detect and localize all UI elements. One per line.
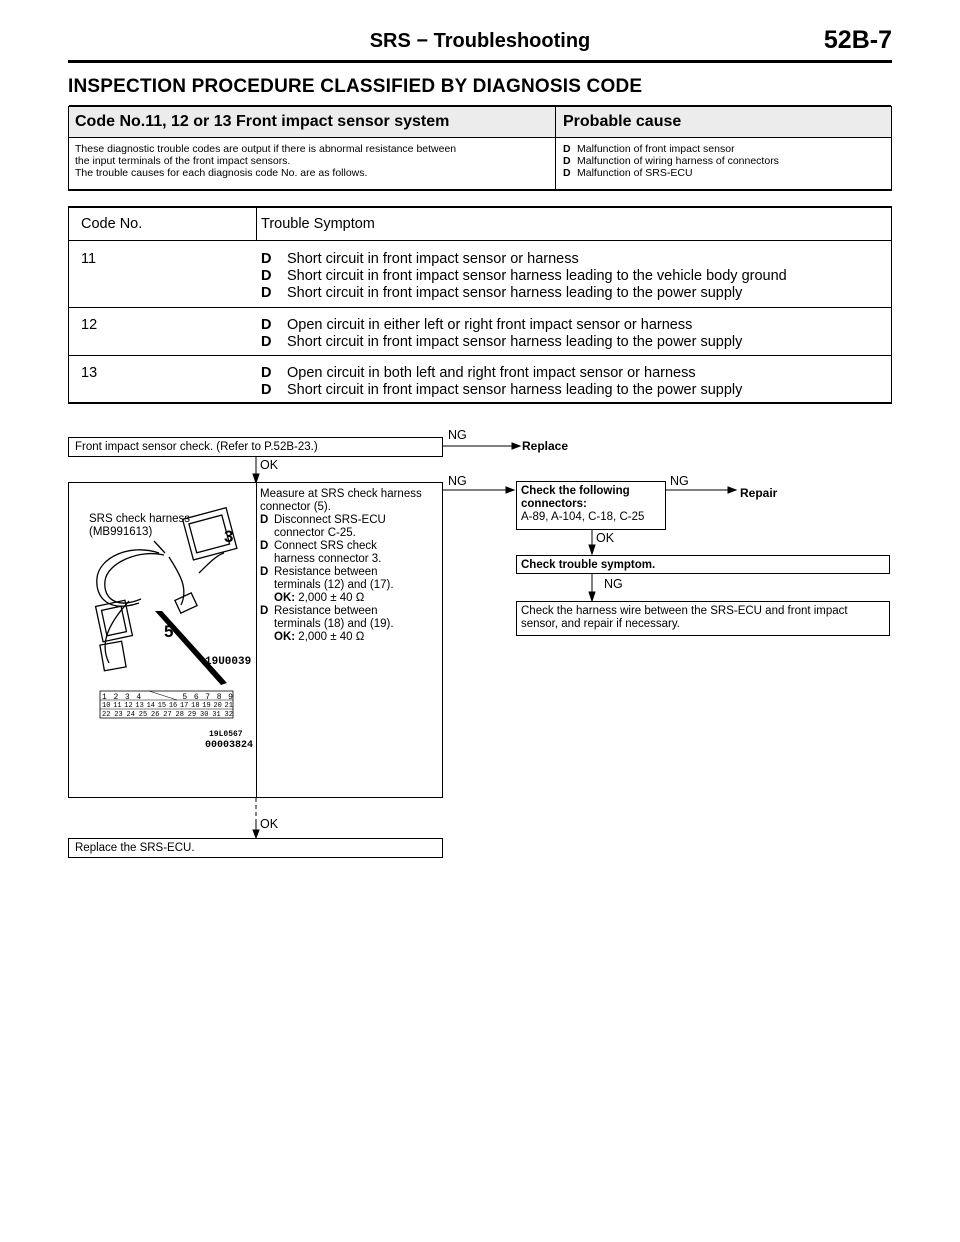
pin-number: 15 [157, 702, 167, 710]
check-connectors-list: A-89, A-104, C-18, C-25 [521, 511, 645, 523]
pin-number: 2 [113, 693, 119, 702]
cause-text: Malfunction of front impact sensor [577, 143, 735, 155]
repair-result: Repair [740, 486, 778, 500]
check-connectors-title: Check the following connectors: [521, 485, 630, 510]
bullet-mark: D [563, 143, 571, 155]
pin-number: 32 [224, 711, 233, 719]
pin-number: 16 [168, 702, 178, 710]
symptom-text: Open circuit in both left and right front impact sensor or harness [287, 365, 696, 381]
ng-label: NG [448, 474, 467, 488]
replace-result: Replace [522, 439, 569, 453]
code-cell: 13 [81, 365, 98, 381]
code-cell: 11 [81, 251, 97, 267]
bullet-mark: D [260, 566, 269, 578]
ok-spec-label: OK: [274, 592, 296, 604]
symptom-text: Short circuit in front impact sensor harness leading to the vehicle body ground [287, 268, 787, 284]
pin-number: 10 [102, 702, 111, 710]
pin-number: 24 [126, 711, 135, 719]
code-cell: 12 [81, 317, 98, 333]
pin-number: 13 [135, 702, 144, 710]
measure-item-text: terminals (18) and (19). [274, 618, 394, 630]
arrow-right-icon [728, 487, 736, 493]
symptom-text: Short circuit in front impact sensor harness leading to the power supply [287, 382, 743, 398]
bullet-mark: D [261, 365, 272, 381]
pin-number: 26 [151, 711, 160, 719]
pin-number: 27 [163, 711, 172, 719]
measure-item-text: harness connector 3. [274, 553, 382, 565]
measure-item-text: terminals (12) and (17). [274, 579, 394, 591]
step-check-connectors [516, 481, 666, 530]
ng-label: NG [670, 474, 689, 488]
pin-number: 12 [124, 702, 133, 710]
measure-item-text: Resistance between [274, 605, 378, 617]
pin-number: 20 [213, 702, 222, 710]
page-header-title: SRS − Troubleshooting [369, 30, 591, 52]
bullet-mark: D [261, 285, 272, 301]
arrow-right-icon [506, 487, 514, 493]
bullet-mark: D [260, 514, 269, 526]
section-title: INSPECTION PROCEDURE CLASSIFIED BY DIAGNOSIS CODE [68, 76, 643, 97]
cause-text: Malfunction of SRS-ECU [577, 167, 693, 179]
pin-number: 25 [138, 711, 148, 719]
symptom-text: Short circuit in front impact sensor or harness [287, 251, 579, 267]
arrow-down-icon [589, 545, 595, 554]
ng-label: NG [604, 577, 623, 591]
measure-line: connector (5). [260, 501, 331, 513]
pin-number: 22 [102, 711, 111, 719]
pin-number: 23 [114, 711, 123, 719]
measure-step-box [68, 482, 443, 798]
harness-cable [199, 553, 224, 573]
callout-3-label: 3 [224, 527, 234, 546]
pin-number: 6 [193, 693, 199, 702]
step-replace-srs-ecu [68, 838, 443, 858]
ok-spec-value: 2,000 ± 40 Ω [298, 631, 365, 643]
arrow-down-icon [589, 592, 595, 601]
pin-number: 19 [202, 702, 211, 710]
ok-spec [274, 631, 394, 644]
measure-item-text: Disconnect SRS-ECU [274, 514, 386, 526]
bullet-mark: D [260, 540, 269, 552]
measure-item [260, 605, 442, 644]
step-check-harness-wire [516, 601, 890, 636]
symptom-text: Short circuit in front impact sensor harness leading to the power supply [287, 285, 743, 301]
bullet-mark: D [261, 268, 272, 284]
description-line: These diagnostic trouble codes are output if there is abnormal resistance between [75, 143, 457, 155]
step-text: Replace the SRS-ECU. [75, 842, 195, 854]
ok-label: OK [260, 817, 279, 831]
description-line: the input terminals of the front impact sensors. [75, 155, 291, 167]
bullet-mark: D [261, 317, 272, 333]
small-connector [100, 641, 126, 670]
harness-name: SRS check harness [89, 513, 190, 525]
measure-item-text: Connect SRS check [274, 540, 377, 552]
step-text: Check trouble symptom. [521, 559, 656, 571]
pin-number: 21 [224, 702, 233, 710]
step-text-line: Check the harness wire between the SRS-ECU and front impact [521, 605, 848, 617]
cause-text: Malfunction of wiring harness of connectors [577, 155, 779, 167]
bullet-mark: D [260, 605, 269, 617]
harness-figure [69, 483, 256, 797]
figure-code: 00003824 [205, 740, 254, 751]
pin-number: 9 [228, 693, 233, 702]
ok-spec-label: OK: [274, 631, 296, 643]
ng-label: NG [448, 428, 467, 442]
measure-line: Measure at SRS check harness [260, 488, 422, 500]
arrow-right-icon [512, 443, 520, 449]
leader-line [154, 541, 165, 553]
bullet-mark: D [261, 334, 272, 350]
bullet-mark: D [563, 167, 571, 179]
pin-number: 31 [212, 711, 221, 719]
pin-number: 17 [179, 702, 189, 710]
bullet-mark: D [261, 251, 272, 267]
pin-number: 7 [205, 693, 211, 702]
box-divider [256, 483, 257, 798]
ok-label: OK [260, 458, 279, 472]
pin-number: 29 [187, 711, 197, 719]
measure-item-text: Resistance between [274, 566, 378, 578]
measure-instructions [260, 488, 442, 644]
measure-item [260, 540, 442, 566]
measure-item [260, 514, 442, 540]
harness-cable [105, 554, 164, 603]
step-text: Front impact sensor check. (Refer to P.52B-23.) [75, 441, 318, 453]
symptom-text: Open circuit in either left or right front impact sensor or harness [287, 317, 693, 333]
pin-number: 4 [136, 693, 142, 702]
measure-item-text: connector C-25. [274, 527, 356, 539]
ok-label: OK [596, 531, 615, 545]
harness-part-number: (MB991613) [89, 526, 153, 538]
symptom-header: Trouble Symptom [261, 216, 375, 232]
page-number: 52B-7 [823, 26, 892, 54]
code-header: Code No. [81, 216, 143, 232]
probable-cause-header: Probable cause [563, 113, 682, 130]
system-header: Code No.11, 12 or 13 Front impact sensor system [75, 113, 450, 130]
pin-number: 28 [175, 711, 184, 719]
bullet-mark: D [261, 382, 272, 398]
arrow-down-icon [253, 830, 259, 838]
small-connector [175, 593, 197, 613]
description-line: The trouble causes for each diagnosis code No. are as follows. [75, 167, 368, 179]
step-text-line: sensor, and repair if necessary. [521, 618, 680, 630]
step-front-impact-sensor-check [68, 437, 443, 457]
bullet-mark: D [563, 155, 571, 167]
ok-spec-value: 2,000 ± 40 Ω [298, 592, 365, 604]
pin-number: 14 [146, 702, 155, 710]
pin-number: 30 [200, 711, 209, 719]
pin-number: 3 [124, 693, 130, 702]
ok-spec [274, 592, 394, 605]
measure-item [260, 566, 442, 605]
callout-5-label: 5 [164, 622, 174, 641]
figure-code: 19L0567 [209, 730, 243, 739]
pin-number: 5 [182, 693, 188, 702]
pinout-row [102, 709, 233, 722]
pin-number: 18 [191, 702, 200, 710]
symptom-text: Short circuit in front impact sensor harness leading to the power supply [287, 334, 743, 350]
step-check-trouble-symptom [516, 555, 890, 574]
pin-number: 11 [113, 702, 122, 710]
pin-number: 8 [216, 693, 222, 702]
pin-number: 1 [102, 693, 107, 702]
figure-code: 19U0039 [205, 656, 252, 668]
